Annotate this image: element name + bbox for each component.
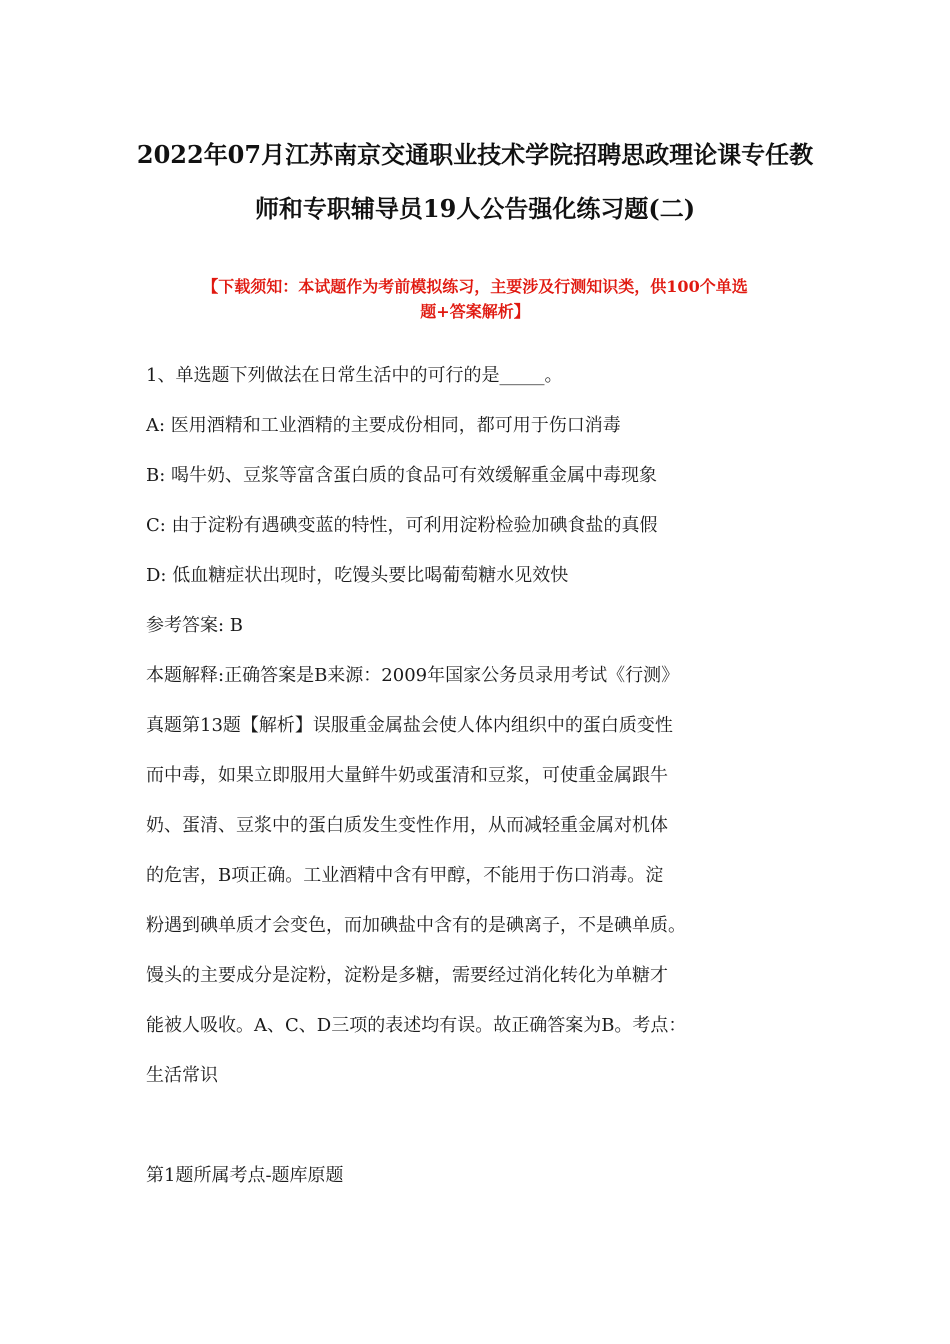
notice-line-2: 题+答案解析】 xyxy=(420,302,530,321)
title-line-2: 师和专职辅导员19人公告强化练习题(二) xyxy=(254,194,696,223)
title-line-1: 2022年07月江苏南京交通职业技术学院招聘思政理论课专任教 xyxy=(136,140,814,169)
option-d: D: 低血糖症状出现时，吃馒头要比喝葡萄糖水见效快 xyxy=(146,565,569,586)
document-title xyxy=(110,128,840,236)
explanation-line: 粉遇到碘单质才会变色，而加碘盐中含有的是碘离子，不是碘单质。 xyxy=(146,915,686,936)
explanation-line: 生活常识 xyxy=(146,1065,218,1086)
option-b: B: 喝牛奶、豆浆等富含蛋白质的食品可有效缓解重金属中毒现象 xyxy=(146,465,658,486)
explanation-line: 奶、蛋清、豆浆中的蛋白质发生变性作用，从而减轻重金属对机体 xyxy=(146,815,668,836)
download-notice xyxy=(140,274,810,324)
explanation-line: 本题解释:正确答案是B来源：2009年国家公务员录用考试《行测》 xyxy=(146,665,680,686)
explanation-line: 而中毒，如果立即服用大量鲜牛奶或蛋清和豆浆，可使重金属跟牛 xyxy=(146,765,668,786)
explanation-line: 真题第13题【解析】误服重金属盐会使人体内组织中的蛋白质变性 xyxy=(146,715,673,736)
question-stem: 1、单选题下列做法在日常生活中的可行的是_____。 xyxy=(146,365,563,386)
topic-source: 第1题所属考点-题库原题 xyxy=(146,1165,344,1186)
explanation xyxy=(146,651,826,1101)
spacer xyxy=(146,1101,826,1151)
explanation-line: 能被人吸收。A、C、D三项的表述均有误。故正确答案为B。考点： xyxy=(146,1015,687,1036)
option-a: A: 医用酒精和工业酒精的主要成份相同，都可用于伤口消毒 xyxy=(146,415,621,436)
explanation-line: 馒头的主要成分是淀粉，淀粉是多糖，需要经过消化转化为单糖才 xyxy=(146,965,668,986)
notice-line-1: 【下载须知：本试题作为考前模拟练习，主要涉及行测知识类，供100个单选 xyxy=(202,277,748,296)
reference-answer: 参考答案: B xyxy=(146,615,244,636)
option-c: C: 由于淀粉有遇碘变蓝的特性，可利用淀粉检验加碘食盐的真假 xyxy=(146,515,658,536)
explanation-line: 的危害，B项正确。工业酒精中含有甲醇，不能用于伤口消毒。淀 xyxy=(146,865,664,886)
question-block xyxy=(146,351,826,1201)
